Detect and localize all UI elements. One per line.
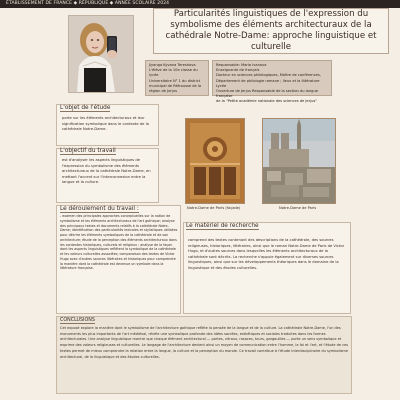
title-box [153, 8, 389, 54]
city-image [262, 118, 336, 204]
author-photo [68, 15, 134, 93]
recherche-heading: Le matériel de recherche [186, 223, 259, 229]
objectif-heading: L'objectif du travail [60, 148, 116, 154]
objet-body: porte sur les éléments architecturaux et leur signification symbolique dans le contexte de la cathédrale Notre-Dame. [62, 116, 149, 132]
conclusions-heading: CONCLUSIONS [60, 318, 95, 323]
deroulement-heading: Le déroulement du travail : [60, 206, 139, 212]
deroulement-body: - examen des principales approches conceptuelles sur la notion de symbolisme et les éléments architecturaux de l'art gothique; analyse des principaux textes et documents relatifs à la cathédrale Notre-Dame; identification des particularités lexicales et stylistiques utilisées pour décrire les éléments symboliques de la cathédrale et de son architecture; étude de la perception des éléments architecturaux dans les contextes historiques, culturels et religieux ; analyse de la façon dont les aspects linguistiques reflètent la symbolique de la cathédrale et les valeurs culturelles associées; comparaison des textes de Victor Hugo avec d'autres sources littéraires et historiques pour comprendre la manière dont la cathédrale est devenue un symbole dans la littérature française. [60, 214, 178, 271]
page-title: Particularités linguistiques de l'expression du symbolisme des éléments architecturaux de la cathédrale Notre-Dame: approche linguistique et culturelle [165, 9, 377, 52]
objectif-body: est d'analyser les aspects linguistiques de l'expression du symbolisme des éléments architecturaux de la cathédrale Notre-Dame, en mettant l'accent sur l'interconnexion entre la langue et la culture. [62, 158, 151, 185]
author-box [145, 60, 209, 96]
recherche-body: comprend des textes contenant des descriptions de la cathédrale, des sources religieuses, historiques, littéraires, ainsi que le roman Notre-Dame de Paris de Victor Hugo, et d'autres sources dans lesquelles les éléments architecturaux de la cathédrale sont décrits. La recherche s'appuie également sur diverses sources linguistiques, ainsi que sur les développements théoriques dans le domaine de la linguistique et des études culturelles. [188, 238, 345, 270]
author-info: Jiyanga Kyvana Tereshova L'élève de la 10e classe du lycée Universitaire N° 1 du district municipal de Rétrousse de la région de Jerjus [149, 63, 202, 94]
city-caption: Notre-Dame de Paris [279, 206, 317, 210]
supervisor-info: Responsable: Maria Ivanova Enseignante de français Docteur en sciences philologiques, Maître de conférences, Département de philologie romane ; lieux et la littérature Lycée Ouverture de Jerjus Responsable de la section du langue française de la "Petite académie nationale des sciences de Jerjus" [216, 63, 321, 104]
top-bar-text: ÉTABLISSEMENT DE FRANCE ◆ RÉPUBLIQUE ◆ ANNÉE SCOLAIRE 2024 [6, 1, 170, 6]
supervisor-box [212, 60, 332, 104]
facade-image [185, 118, 245, 204]
conclusions-body: Cet exposé explore la manière dont le symbolisme de l'architecture gothique reflète la pensée de la langue et de la culture. La cathédrale Notre-Dame, l'un des monuments les plus importants de l'art médiéval, révèle une symbolique profonde des idées sacrées, esthétiques et sociales traduites dans les formes architecturales. Une analyse linguistique montre que chaque élément architectural — portes, vitraux, rosaces, tours, gargouilles — porte un sens symbolique et exprime des valeurs religieuses et culturelles. Le langage de l'architecture devient ainsi un moyen de communication entre l'homme, la foi et l'art, et l'étude de ces textes permet de mieux comprendre la relation entre la langue, la culture et la perception du monde. Ce travail contribue à l'étude interdisciplinaire du symbolisme architectural, de la linguistique et des études culturelles. [60, 326, 349, 359]
objet-heading: L'objet de l'étude [60, 105, 111, 111]
facade-caption: Notre-Dame de Paris (façade) [187, 206, 241, 210]
